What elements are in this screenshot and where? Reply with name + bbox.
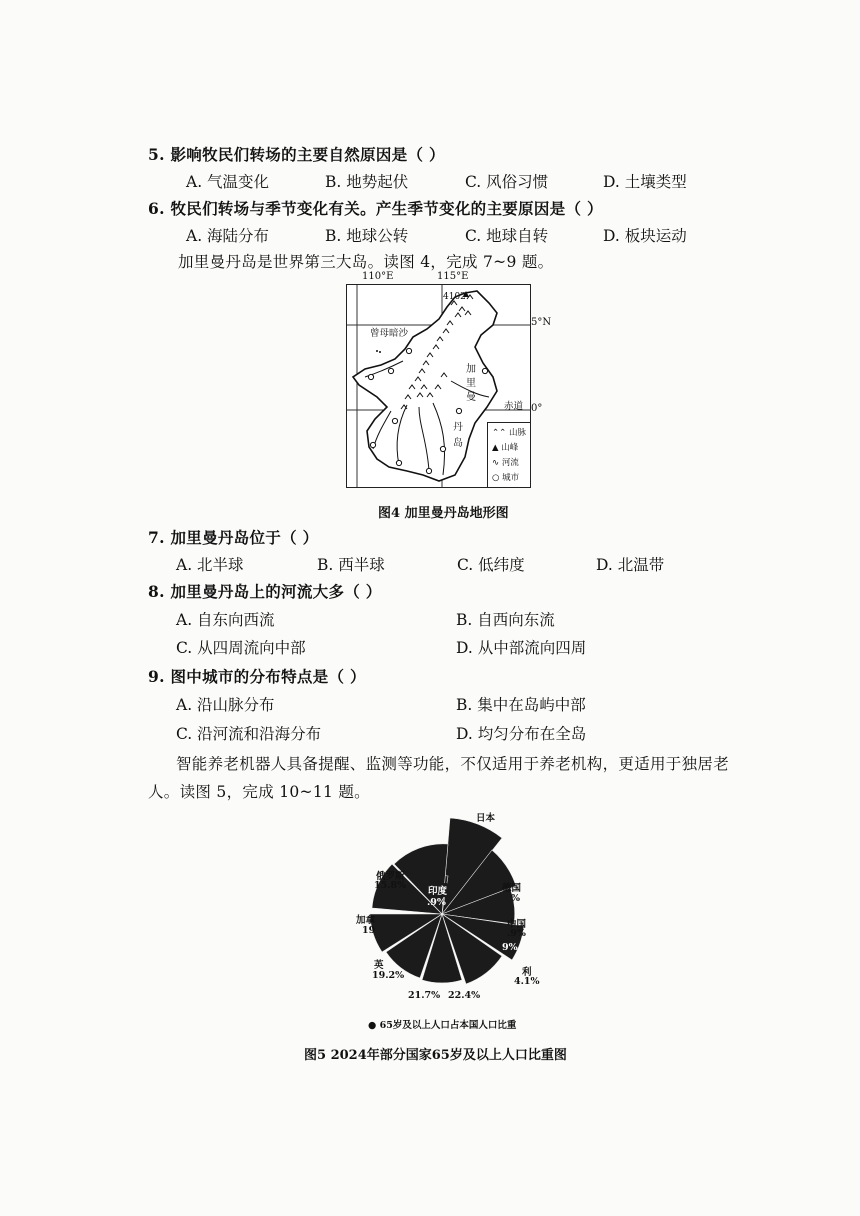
- rose-value-italy: 4.1%: [514, 976, 540, 987]
- rose-label-uk: 英: [374, 960, 384, 971]
- rose-value-fragment-b: 9%: [502, 942, 518, 953]
- map-lon-110: 110°E: [362, 271, 394, 282]
- rose-label-japan: 日本: [476, 813, 496, 824]
- rose-value-russia: 15.8%: [374, 880, 407, 891]
- legend-item-peak: [492, 441, 518, 453]
- legend-item-city: [492, 471, 519, 483]
- question-9-stem: 9. 图中城市的分布特点是（ ）: [148, 667, 366, 686]
- question-6-stem: 6. 牧民们转场与季节变化有关。产生季节变化的主要原因是（ ）: [148, 199, 603, 218]
- rose-label-india: 印度: [428, 883, 447, 897]
- rose-value-canada: 19: [362, 925, 376, 936]
- legend-city-label: 城市: [502, 473, 520, 483]
- question-8-option-d[interactable]: D. 从中部流向四周: [456, 639, 587, 657]
- map-island-char-1: 加: [466, 364, 476, 375]
- intro-10-11-line1: 智能养老机器人具备提醒、监测等功能，不仅适用于养老机构，更适用于独居老: [176, 755, 730, 773]
- question-9-option-d[interactable]: D. 均匀分布在全岛: [456, 725, 587, 743]
- legend-dot-icon: ●: [368, 1020, 377, 1031]
- rose-value-china: .9%: [507, 928, 526, 939]
- question-5-option-b[interactable]: B. 地势起伏: [325, 173, 409, 191]
- rose-legend-label: 65岁及以上人口占本国人口比重: [379, 1020, 517, 1031]
- figure-5-caption: 图5 2024年部分国家65岁及以上人口比重图: [304, 1048, 567, 1063]
- rose-value-germany: %: [511, 893, 521, 904]
- city-icon: ○: [492, 473, 500, 483]
- question-8-option-a[interactable]: A. 自东向西流: [176, 611, 275, 629]
- rose-label-russia: 俄罗斯: [376, 871, 405, 882]
- map-island-char-4: 丹: [453, 422, 463, 433]
- shoal-dot: [379, 351, 381, 353]
- shoal-dot: [376, 350, 378, 352]
- peak-icon: ▲: [492, 443, 499, 453]
- rose-label-china: 中国: [507, 919, 527, 930]
- mountain-icon: ⌃⌃: [492, 428, 507, 438]
- legend-river-label: 河流: [501, 458, 519, 468]
- map-island-char-3: 曼: [466, 392, 476, 403]
- intro-10-11-line2: 人。读图 5，完成 10~11 题。: [148, 783, 370, 801]
- map-lat-5: 5°N: [531, 317, 552, 328]
- rose-label-canada: 加拿: [356, 915, 376, 926]
- rose-value-fragment-a: .9%: [427, 897, 446, 908]
- rose-value-uk: 19.2%: [372, 970, 405, 981]
- question-7-option-c[interactable]: C. 低纬度: [457, 556, 525, 574]
- question-8-option-c[interactable]: C. 从四周流向中部: [176, 639, 306, 657]
- figure-4-caption: 图4 加里曼丹岛地形图: [378, 506, 509, 521]
- intro-7-9: 加里曼丹岛是世界第三大岛。读图 4，完成 7~9 题。: [178, 253, 554, 271]
- question-6-option-b[interactable]: B. 地球公转: [325, 227, 409, 245]
- map-lon-115: 115°E: [437, 271, 469, 282]
- map-legend: [487, 422, 530, 487]
- legend-item-mountain: [492, 426, 526, 438]
- map-shoal-label: 曾母暗沙: [370, 328, 409, 339]
- map-peak-label: 4102: [443, 292, 466, 302]
- question-9-option-b[interactable]: B. 集中在岛屿中部: [456, 696, 586, 714]
- map-island-char-5: 岛: [453, 438, 463, 449]
- question-9-option-c[interactable]: C. 沿河流和沿海分布: [176, 725, 322, 743]
- question-6-option-a[interactable]: A. 海陆分布: [186, 227, 270, 245]
- legend-item-river: [492, 456, 519, 468]
- question-5-option-d[interactable]: D. 土壤类型: [603, 173, 687, 191]
- rose-legend: [368, 1017, 516, 1031]
- rose-label-italy: 利: [522, 967, 532, 978]
- question-7-option-d[interactable]: D. 北温带: [596, 556, 665, 574]
- legend-mountain-label: 山脉: [508, 428, 526, 438]
- question-5-option-a[interactable]: A. 气温变化: [186, 173, 270, 191]
- rose-label-germany: 德国: [502, 883, 522, 894]
- question-8-stem: 8. 加里曼丹岛上的河流大多（ ）: [148, 582, 382, 601]
- rose-value-south-b: 22.4%: [448, 990, 481, 1001]
- question-9-option-a[interactable]: A. 沿山脉分布: [176, 696, 275, 714]
- question-7-option-b[interactable]: B. 西半球: [317, 556, 385, 574]
- question-5-stem: 5. 影响牧民们转场的主要自然原因是（ ）: [148, 145, 445, 164]
- legend-peak-label: 山峰: [501, 443, 519, 453]
- question-7-stem: 7. 加里曼丹岛位于（ ）: [148, 528, 319, 547]
- question-8-option-b[interactable]: B. 自西向东流: [456, 611, 555, 629]
- question-7-option-a[interactable]: A. 北半球: [176, 556, 244, 574]
- question-6-option-c[interactable]: C. 地球自转: [465, 227, 549, 245]
- question-6-option-d[interactable]: D. 板块运动: [603, 227, 687, 245]
- map-equator-label: 赤道: [504, 401, 524, 412]
- map-lat-0: 0°: [531, 403, 543, 414]
- question-5-option-c[interactable]: C. 风俗习惯: [465, 173, 549, 191]
- map-island-char-2: 里: [466, 378, 476, 389]
- rose-value-south-a: 21.7%: [408, 990, 441, 1001]
- river-icon: ∿: [492, 458, 500, 468]
